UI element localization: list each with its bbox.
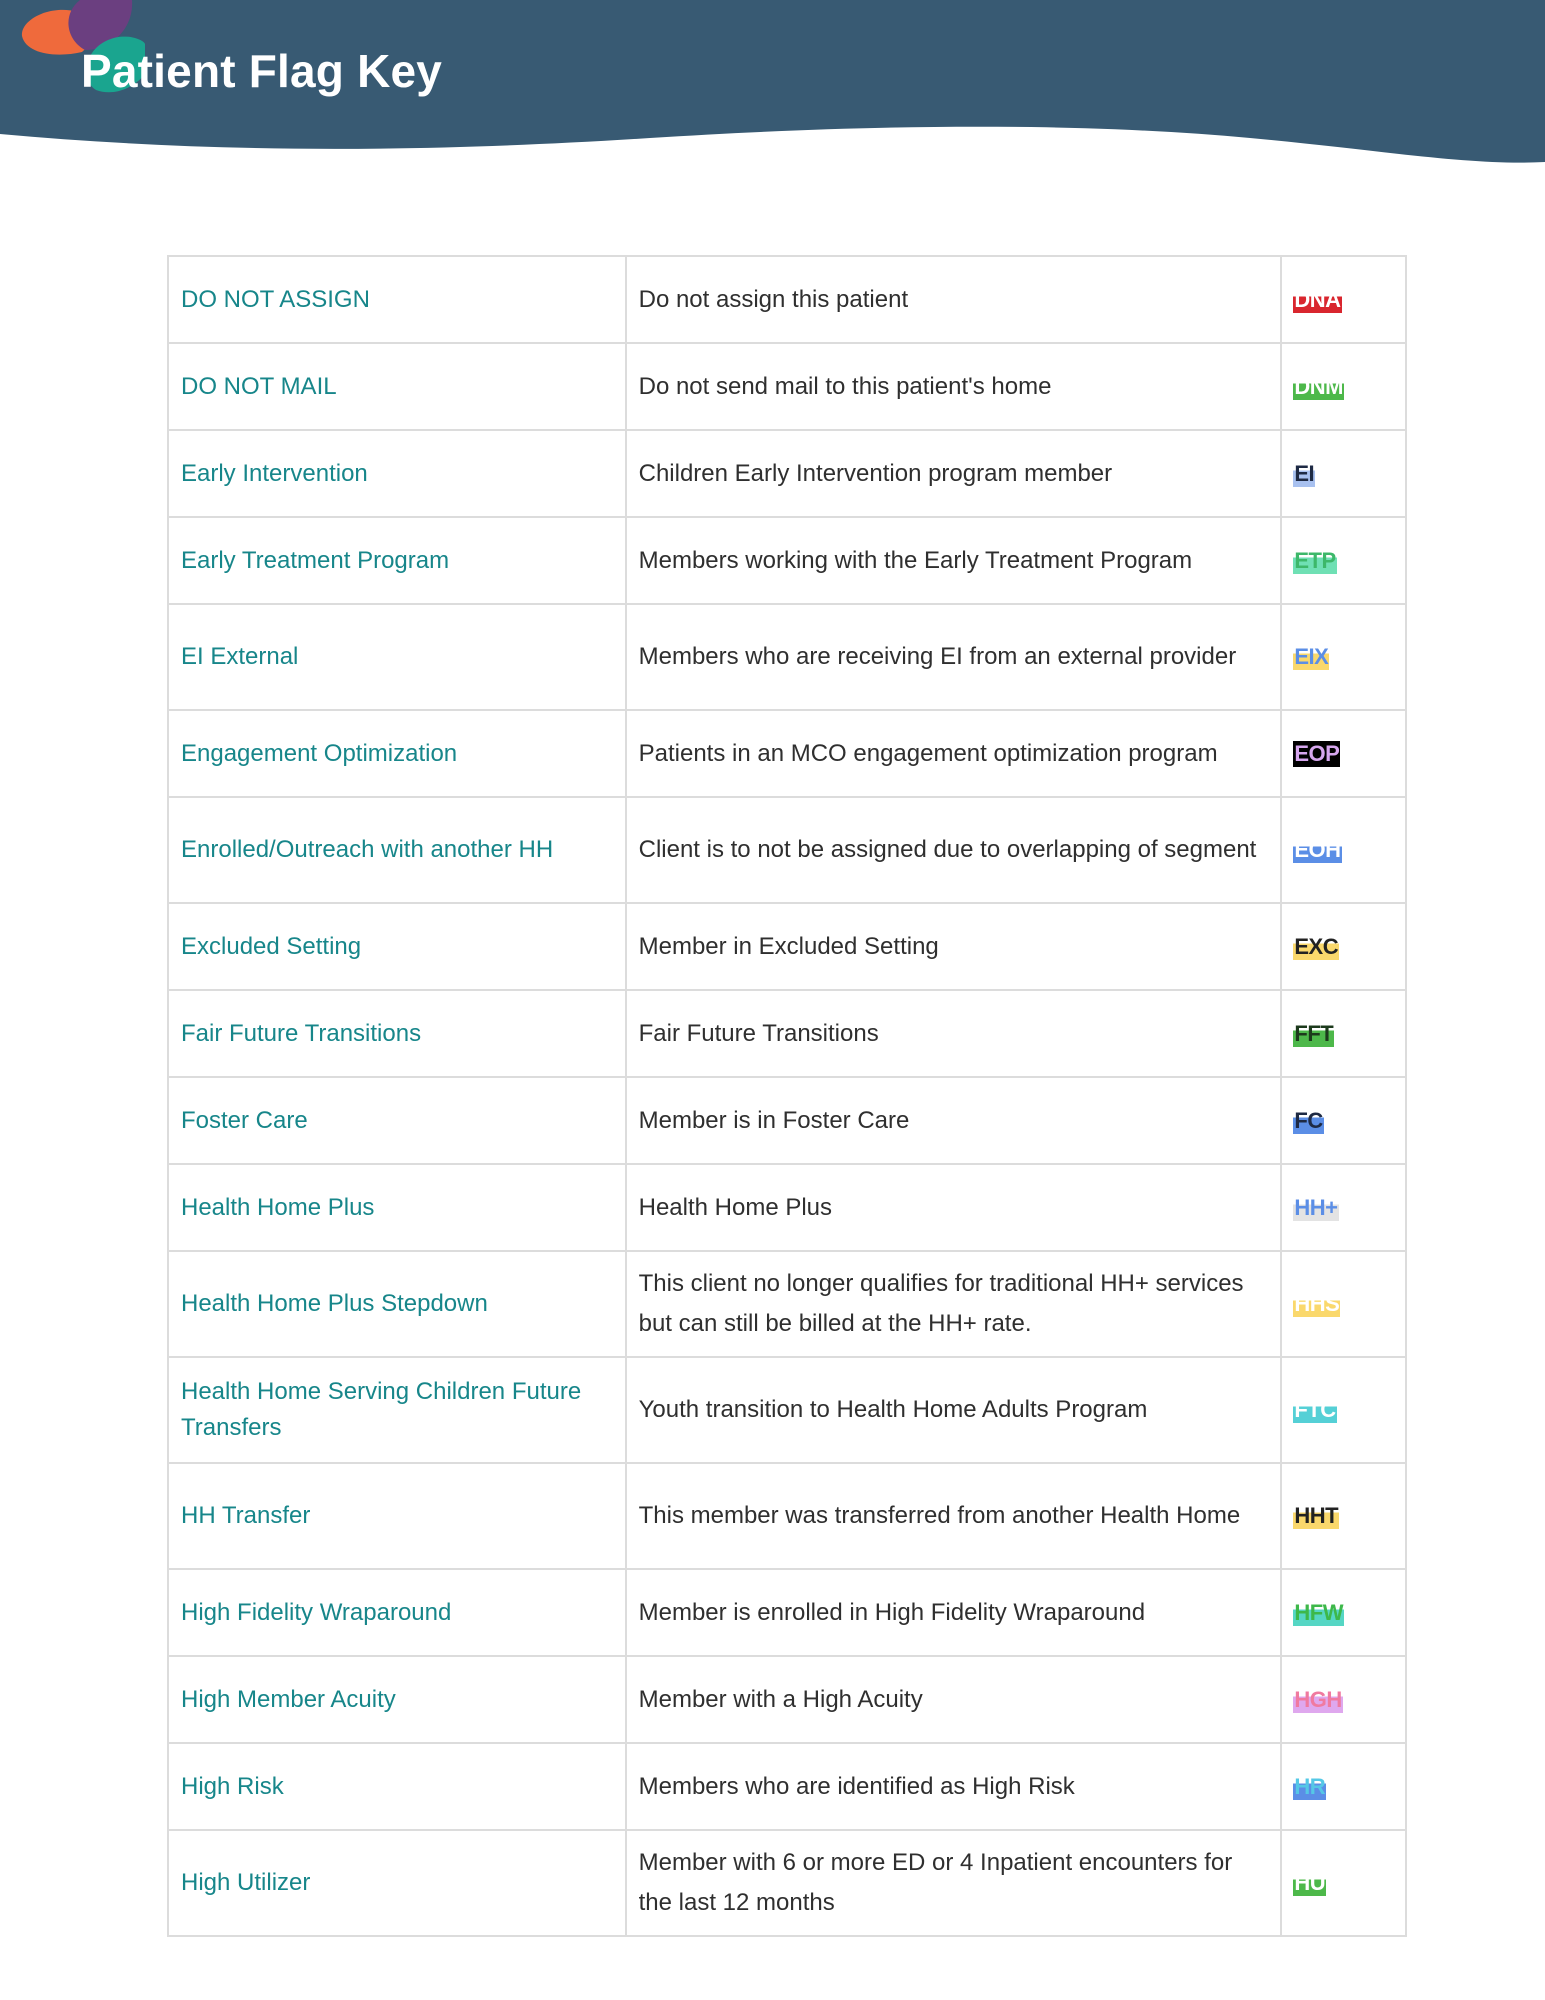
table-row (168, 1077, 1406, 1164)
flag-badge-cell (1281, 1656, 1406, 1743)
flag-name: Health Home Plus Stepdown (168, 1251, 626, 1357)
table-row (168, 1743, 1406, 1830)
flag-name: High Utilizer (168, 1830, 626, 1936)
flag-badge-cell (1281, 343, 1406, 430)
flag-badge: EIX (1294, 644, 1329, 669)
flag-badge: FFT (1294, 1020, 1334, 1046)
table-row (168, 1357, 1406, 1463)
flag-badge: FC (1294, 1107, 1323, 1133)
table-row (168, 797, 1406, 903)
table-row (168, 343, 1406, 430)
flag-description: Health Home Plus (626, 1164, 1282, 1251)
table-row (168, 430, 1406, 517)
flag-badge: EOP (1294, 740, 1340, 766)
flag-badge-cell (1281, 990, 1406, 1077)
flag-badge-cell (1281, 1357, 1406, 1463)
flag-name: HH Transfer (168, 1463, 626, 1569)
flag-badge-cell (1281, 1077, 1406, 1164)
flag-name: Health Home Plus (168, 1164, 626, 1251)
flag-description: Member is enrolled in High Fidelity Wraparound (626, 1569, 1282, 1656)
table-row (168, 1569, 1406, 1656)
flag-name: Fair Future Transitions (168, 990, 626, 1077)
flag-name: Enrolled/Outreach with another HH (168, 797, 626, 903)
table-row (168, 903, 1406, 990)
flag-name: High Risk (168, 1743, 626, 1830)
flag-badge: ETP (1294, 547, 1336, 573)
flag-description: Youth transition to Health Home Adults Program (626, 1357, 1282, 1463)
flag-badge-cell (1281, 1743, 1406, 1830)
flag-badge-cell (1281, 430, 1406, 517)
page-title: Patient Flag Key (81, 45, 443, 97)
table-row (168, 1251, 1406, 1357)
flag-description: Fair Future Transitions (626, 990, 1282, 1077)
flag-description: Members who are receiving EI from an external provider (626, 604, 1282, 710)
flag-badge: HGH (1294, 1686, 1342, 1712)
flag-name: Early Treatment Program (168, 517, 626, 604)
flag-name: Foster Care (168, 1077, 626, 1164)
flag-description: Member with a High Acuity (626, 1656, 1282, 1743)
table-row (168, 517, 1406, 604)
flag-badge-cell (1281, 517, 1406, 604)
flag-badge: HU (1294, 1870, 1326, 1895)
flag-badge-cell (1281, 256, 1406, 343)
flag-badge-cell (1281, 1463, 1406, 1569)
flag-name: High Fidelity Wraparound (168, 1569, 626, 1656)
flag-description: Patients in an MCO engagement optimization program (626, 710, 1282, 797)
flag-description: This member was transferred from another Health Home (626, 1463, 1282, 1569)
header-band (0, 0, 1545, 180)
table-row (168, 710, 1406, 797)
flag-name: Engagement Optimization (168, 710, 626, 797)
table-row (168, 990, 1406, 1077)
flag-description: Do not assign this patient (626, 256, 1282, 343)
flag-badge: HR (1294, 1773, 1326, 1799)
flag-name: Early Intervention (168, 430, 626, 517)
flag-name: DO NOT MAIL (168, 343, 626, 430)
flag-name: Health Home Serving Children Future Transfers (168, 1357, 626, 1463)
flag-badge: EOH (1294, 837, 1341, 862)
flag-name: Excluded Setting (168, 903, 626, 990)
table-row (168, 604, 1406, 710)
flag-description: Member is in Foster Care (626, 1077, 1282, 1164)
flag-badge: EI (1294, 460, 1315, 486)
table-row (168, 1164, 1406, 1251)
flag-badge: EXC (1294, 933, 1339, 959)
table-row (168, 1830, 1406, 1936)
flag-name: High Member Acuity (168, 1656, 626, 1743)
flag-badge-cell (1281, 903, 1406, 990)
flag-badge: FTC (1294, 1397, 1336, 1422)
flag-description: Do not send mail to this patient's home (626, 343, 1282, 430)
flag-badge: HHS (1294, 1291, 1340, 1316)
table-row (168, 1463, 1406, 1569)
flag-badge-cell (1281, 797, 1406, 903)
flag-badge: DNM (1294, 373, 1343, 399)
flag-description: This client no longer qualifies for traditional HH+ services but can still be billed at the HH+ rate. (626, 1251, 1282, 1357)
flag-badge-cell (1281, 1164, 1406, 1251)
table-row (168, 256, 1406, 343)
flag-table (167, 255, 1407, 1937)
flag-description: Children Early Intervention program member (626, 430, 1282, 517)
flag-badge: DNA (1294, 286, 1341, 312)
flag-badge-cell (1281, 710, 1406, 797)
flag-badge: HH+ (1294, 1194, 1338, 1220)
flag-name: EI External (168, 604, 626, 710)
flag-badge: HHT (1294, 1503, 1339, 1528)
flag-description: Member with 6 or more ED or 4 Inpatient encounters for the last 12 months (626, 1830, 1282, 1936)
table-row (168, 1656, 1406, 1743)
flag-badge-cell (1281, 1830, 1406, 1936)
flag-description: Members who are identified as High Risk (626, 1743, 1282, 1830)
flag-badge: HFW (1294, 1599, 1343, 1625)
flag-description: Client is to not be assigned due to overlapping of segment (626, 797, 1282, 903)
flag-description: Members working with the Early Treatment Program (626, 517, 1282, 604)
flag-badge-cell (1281, 604, 1406, 710)
flag-badge-cell (1281, 1251, 1406, 1357)
flag-name: DO NOT ASSIGN (168, 256, 626, 343)
flag-description: Member in Excluded Setting (626, 903, 1282, 990)
flag-badge-cell (1281, 1569, 1406, 1656)
